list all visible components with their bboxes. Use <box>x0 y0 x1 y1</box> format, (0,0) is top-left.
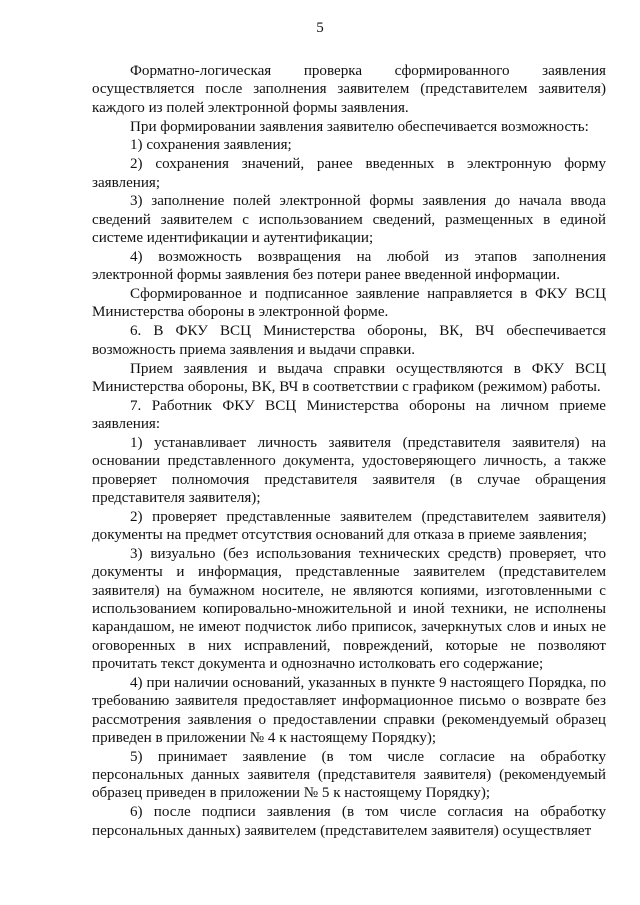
page-number: 5 <box>316 20 324 36</box>
paragraph: 4) возможность возвращения на любой из этапов заполнения электронной формы заявления без потери ранее введенной информации. <box>92 248 606 284</box>
paragraph: 6) после подписи заявления (в том числе согласия на обработку персональных данных) заявителем (представителем заявителя) осуществляет <box>92 804 606 839</box>
paragraph: 6. В ФКУ ВСЦ Министерства обороны, ВК, ВЧ обеспечивается возможность приема заявления и выдачи справки. <box>92 323 606 358</box>
paragraph: Форматно-логическая проверка сформированного заявления осуществляется после заполнения заявителем (представителем заявителя) каждого из полей электронной формы заявления. <box>92 63 606 116</box>
document-body <box>92 62 606 840</box>
paragraph: 2) сохранения значений, ранее введенных в электронную форму заявления; <box>92 156 606 191</box>
paragraph: 2) проверяет представленные заявителем (представителем заявителя) документы на предмет отсутствия оснований для отказа в приеме заявления; <box>92 508 606 544</box>
paragraph: Прием заявления и выдача справки осуществляются в ФКУ ВСЦ Министерства обороны, ВК, ВЧ в соответствии с графиком (режимом) работы. <box>92 360 606 395</box>
paragraph: 1) устанавливает личность заявителя (представителя заявителя) на основании представленного документа, удостоверяющего личность, а также проверяет полномочия представителя заявителя (в случае обращения представителя заявителя); <box>92 434 606 506</box>
paragraph: При формировании заявления заявителю обеспечивается возможность: <box>130 118 589 135</box>
paragraph: 4) при наличии оснований, указанных в пункте 9 настоящего Порядка, по требованию заявителя предоставляет информационное письмо о возврате без рассмотрения заявления о предоставлении справки (рекомендуемый образец приведен в приложении № 4 к настоящему Порядку); <box>92 674 606 746</box>
paragraph: 7. Работник ФКУ ВСЦ Министерства обороны на личном приеме заявления: <box>92 397 606 433</box>
paragraph: 3) визуально (без использования технических средств) проверяет, что документы и информация, представленные заявителем (представителем заявителя) на бумажном носителе, не являются копиями, изготовленными с использованием копировально-множительной и иной техники, не исполнены карандашом, не имеют подчисток либо приписок, зачеркнутых слов и иных не оговоренных в них исправлений, повреждений, которые не позволяют прочитать текст документа и однозначно истолковать его содержание; <box>92 545 606 672</box>
paragraph: 1) сохранения заявления; <box>130 137 292 154</box>
paragraph: Сформированное и подписанное заявление направляется в ФКУ ВСЦ Министерства обороны в электронной форме. <box>92 286 606 321</box>
paragraph: 5) принимает заявление (в том числе согласие на обработку персональных данных заявителя (представителя заявителя) (рекомендуемый образец приведен в приложении № 5 к настоящему Порядку); <box>92 748 606 802</box>
paragraph: 3) заполнение полей электронной формы заявления до начала ввода сведений заявителем с использованием сведений, размещенных в единой системе идентификации и аутентификации; <box>92 193 606 247</box>
